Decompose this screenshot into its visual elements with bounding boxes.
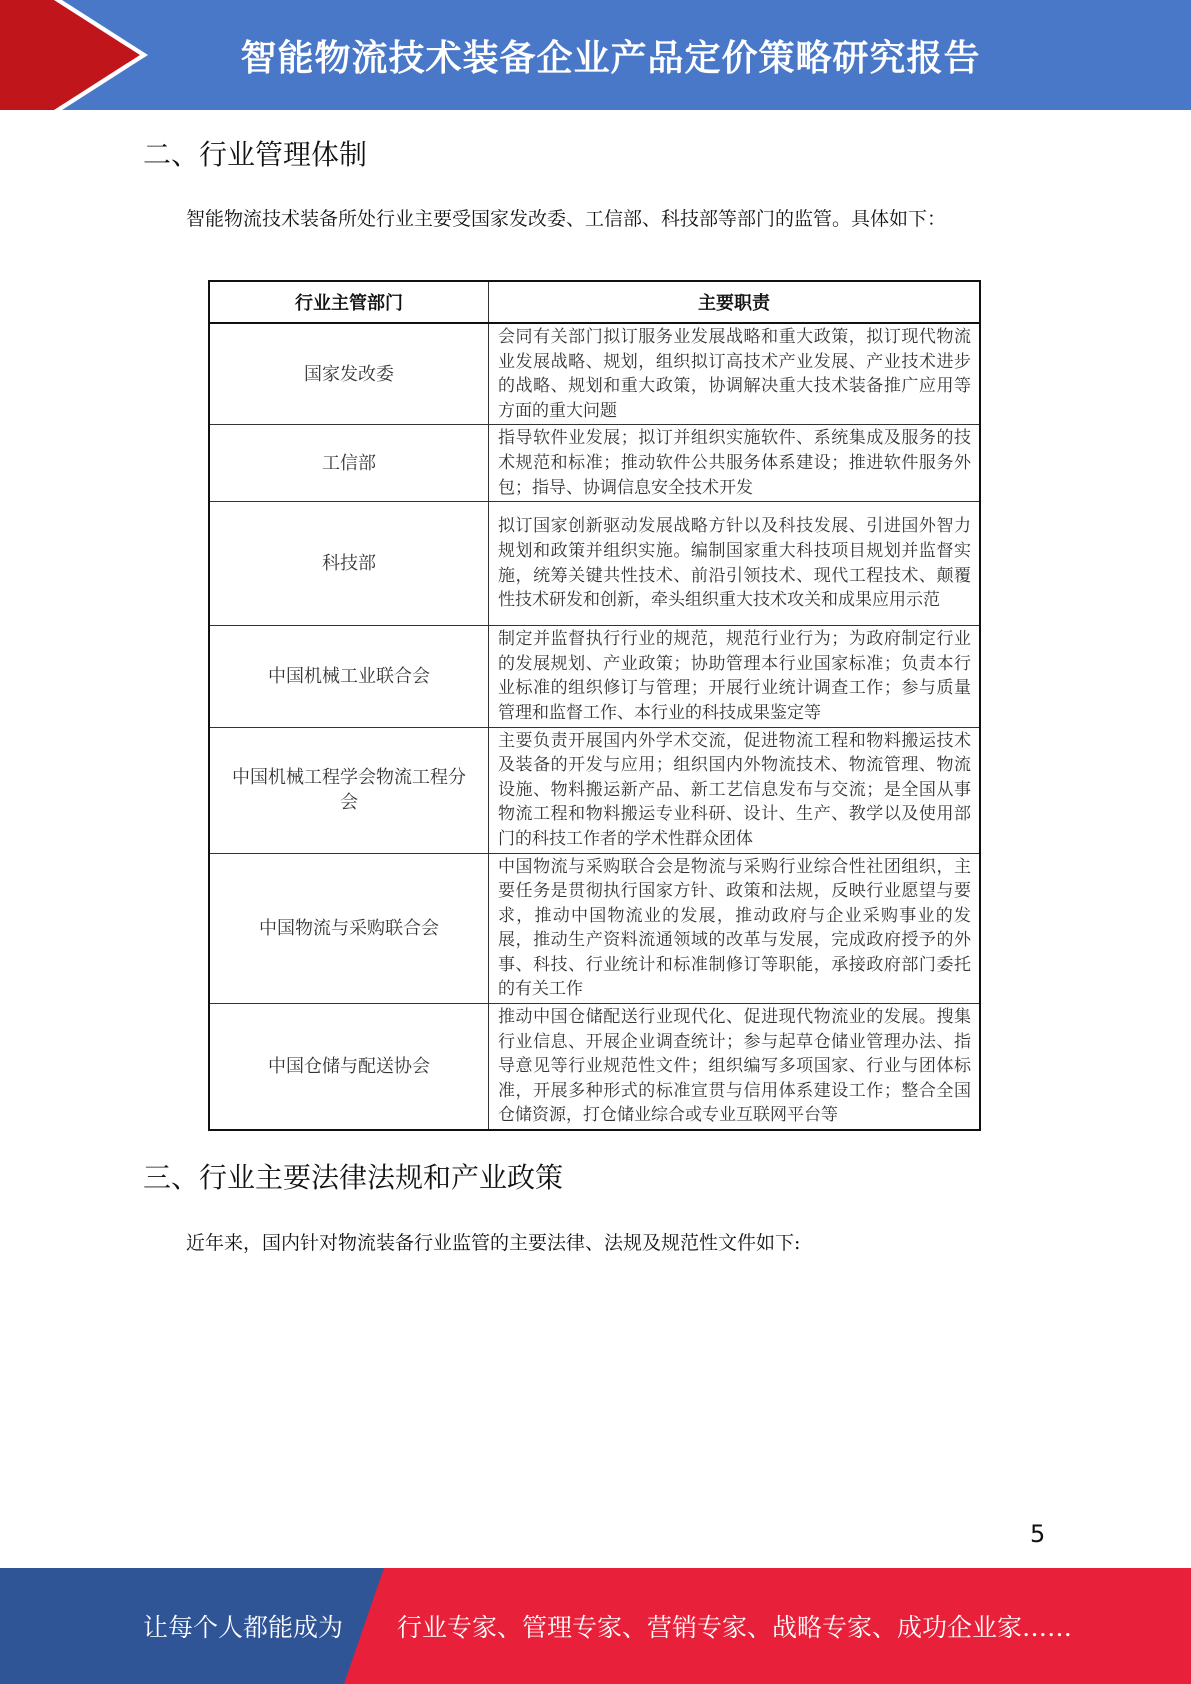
table-row <box>209 323 980 425</box>
table-cell-duty: 主要负责开展国内外学术交流，促进物流工程和物料搬运技术及装备的开发与应用；组织国内外物流技术、物流管理、物流设施、物料搬运新产品、新工艺信息发布与交流；是全国从事物流工程和物料搬运专业科研、设计、生产、教学以及使用部门的科技工作者的学术性群众团体 <box>489 727 981 853</box>
table-cell-dept: 国家发改委 <box>209 323 489 425</box>
footer-slogan-right: 行业专家、管理专家、营销专家、战略专家、成功企业家…… <box>397 1613 1073 1642</box>
column-header-dept: 行业主管部门 <box>209 281 489 323</box>
table-cell-duty: 拟订国家创新驱动发展战略方针以及科技发展、引进国外智力规划和政策并组织实施。编制国家重大科技项目规划并监督实施，统筹关键共性技术、前沿引领技术、现代工程技术、颠覆性技术研发和创新，牵头组织重大技术攻关和成果应用示范 <box>489 502 981 626</box>
regulator-duty-table <box>208 280 981 1131</box>
footer-slogan-left: 让每个人都能成为 <box>143 1613 344 1642</box>
table-cell-duty: 推动中国仓储配送行业现代化、促进现代物流业的发展。搜集行业信息、开展企业调查统计；参与起草仓储业管理办法、指导意见等行业规范性文件；组织编写多项国家、行业与团体标准，开展多种形式的标准宣贯与信用体系建设工作；整合全国仓储资源，打仓储业综合或专业互联网平台等 <box>489 1004 981 1130</box>
table-row <box>209 1004 980 1130</box>
table-cell-dept: 中国机械工程学会物流工程分会 <box>209 727 489 853</box>
table-cell-dept: 中国仓储与配送协会 <box>209 1004 489 1130</box>
table-cell-duty: 中国物流与采购联合会是物流与采购行业综合性社团组织，主要任务是贯彻执行国家方针、政策和法规，反映行业愿望与要求，推动中国物流业的发展，推动政府与企业采购事业的发展，推动生产资料流通领域的改革与发展，完成政府授予的外事、科技、行业统计和标准制修订等职能，承接政府部门委托的有关工作 <box>489 853 981 1004</box>
table-cell-dept: 科技部 <box>209 502 489 626</box>
table-row <box>209 502 980 626</box>
table-header-row <box>209 281 980 323</box>
table-row <box>209 626 980 727</box>
page-number: 5 <box>1030 1520 1046 1548</box>
table-cell-duty: 会同有关部门拟订服务业发展战略和重大政策，拟订现代物流业发展战略、规划，组织拟订高技术产业发展、产业技术进步的战略、规划和重大政策，协调解决重大技术装备推广应用等方面的重大问题 <box>489 323 981 425</box>
regulator-table <box>208 280 981 1131</box>
section-heading-regulations: 三、行业主要法律法规和产业政策 <box>143 1161 564 1194</box>
table-cell-dept: 中国物流与采购联合会 <box>209 853 489 1004</box>
table-cell-dept: 中国机械工业联合会 <box>209 626 489 727</box>
table-cell-duty: 指导软件业发展；拟订并组织实施软件、系统集成及服务的技术规范和标准；推动软件公共服务体系建设；推进软件服务外包；指导、协调信息安全技术开发 <box>489 425 981 502</box>
table-row <box>209 727 980 853</box>
table-row <box>209 853 980 1004</box>
page-header <box>0 0 1191 110</box>
header-arrow-decoration <box>0 0 160 110</box>
report-title: 智能物流技术装备企业产品定价策略研究报告 <box>240 37 981 79</box>
table-cell-dept: 工信部 <box>209 425 489 502</box>
column-header-duty: 主要职责 <box>489 281 981 323</box>
table-cell-duty: 制定并监督执行行业的规范，规范行业行为；为政府制定行业的发展规划、产业政策；协助管理本行业国家标准；负责本行业标准的组织修订与管理；开展行业统计调查工作；参与质量管理和监督工作、本行业的科技成果鉴定等 <box>489 626 981 727</box>
section-heading-management: 二、行业管理体制 <box>143 138 368 171</box>
table-row <box>209 425 980 502</box>
page-footer <box>0 1568 1191 1684</box>
section-intro-management: 智能物流技术装备所处行业主要受国家发改委、工信部、科技部等部门的监管。具体如下： <box>186 208 947 230</box>
section-intro-regulations: 近年来，国内针对物流装备行业监管的主要法律、法规及规范性文件如下: <box>186 1232 801 1254</box>
